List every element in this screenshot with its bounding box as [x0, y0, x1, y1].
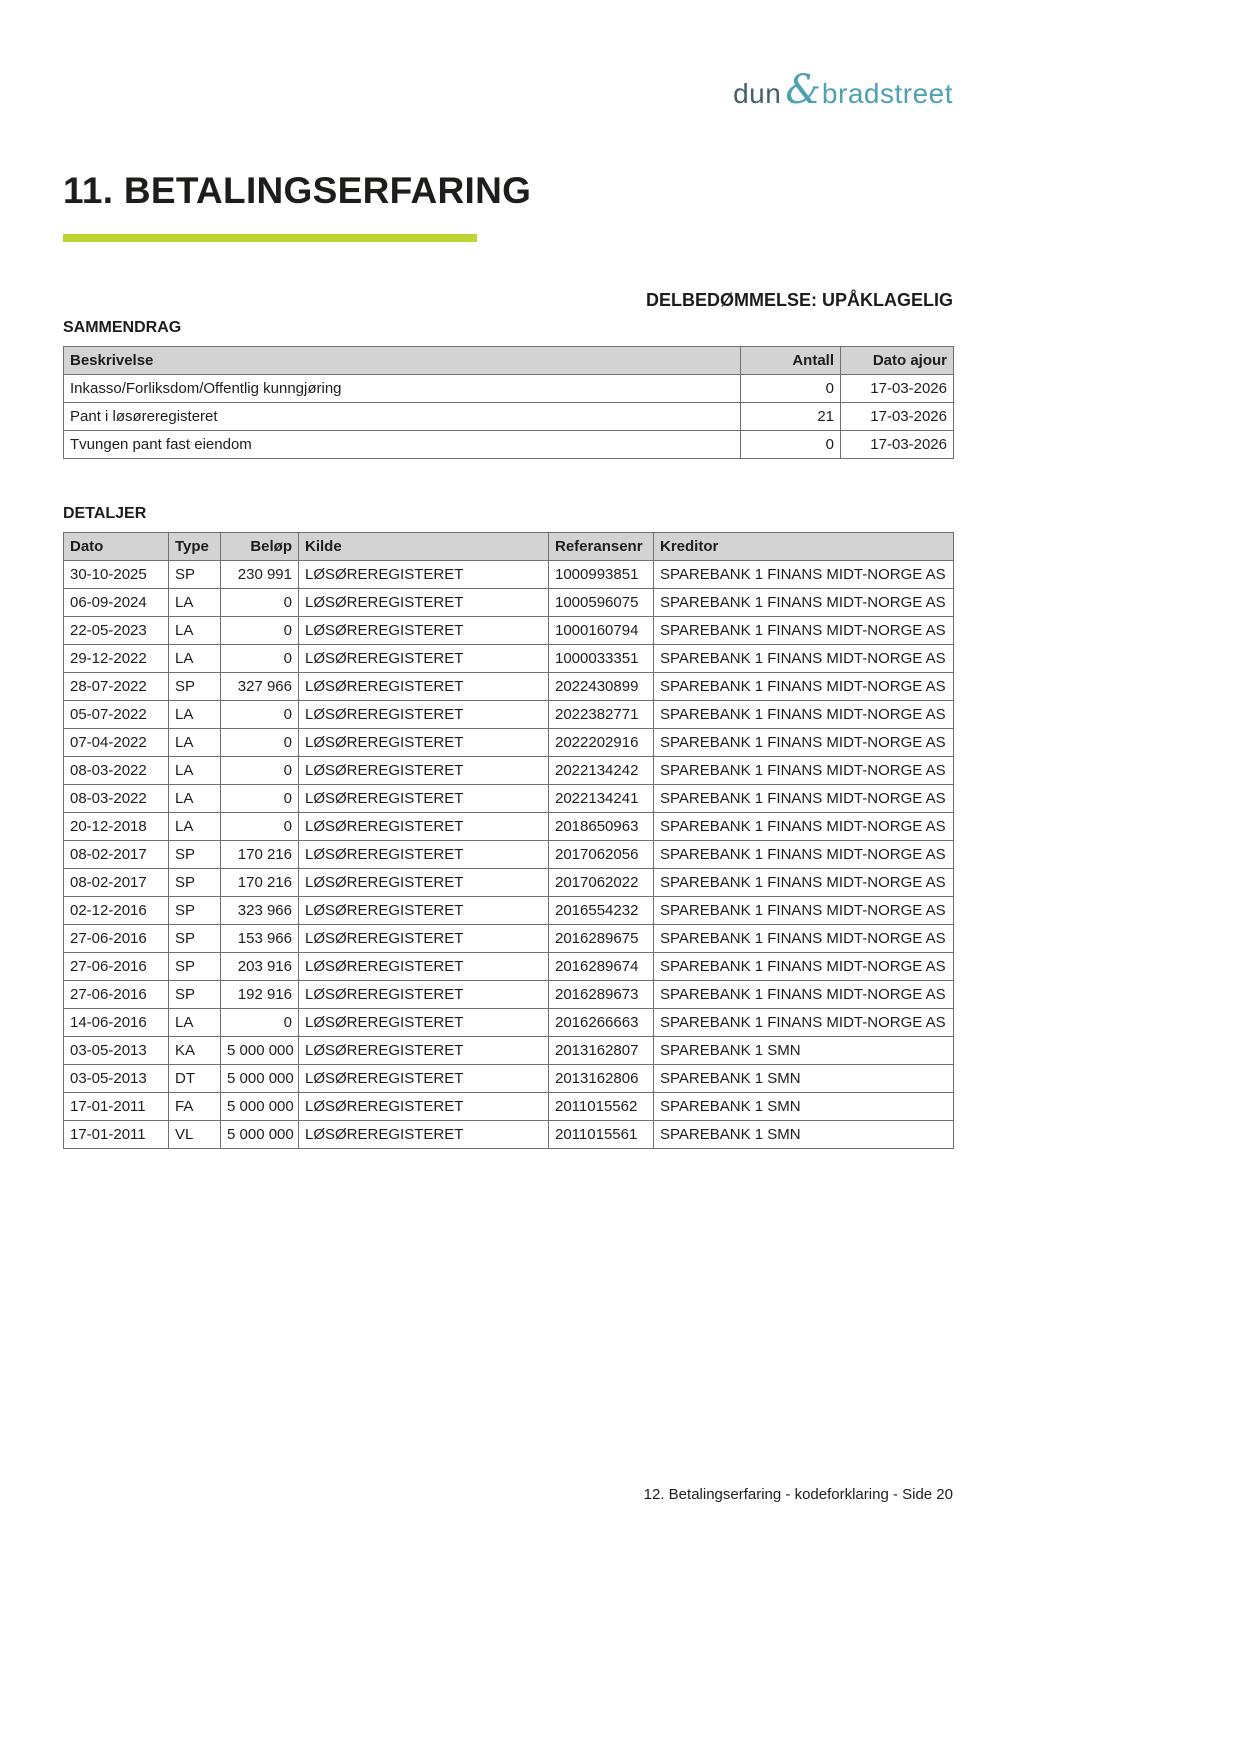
table-cell: 5 000 000: [221, 1037, 299, 1065]
table-row: [64, 561, 954, 589]
table-cell: 323 966: [221, 897, 299, 925]
table-cell: 170 216: [221, 869, 299, 897]
table-cell: LØSØREREGISTERET: [299, 925, 549, 953]
table-cell: SP: [169, 897, 221, 925]
table-row: [64, 925, 954, 953]
table-cell: 21: [741, 403, 841, 431]
table-row: [64, 869, 954, 897]
table-cell: LA: [169, 729, 221, 757]
table-cell: 05-07-2022: [64, 701, 169, 729]
table-cell: LØSØREREGISTERET: [299, 701, 549, 729]
table-cell: 29-12-2022: [64, 645, 169, 673]
table-cell: LØSØREREGISTERET: [299, 757, 549, 785]
table-row: [64, 757, 954, 785]
table-row: [64, 1093, 954, 1121]
table-cell: Tvungen pant fast eiendom: [64, 431, 741, 459]
table-cell: LA: [169, 785, 221, 813]
dnb-logo: [63, 67, 953, 113]
table-cell: 06-09-2024: [64, 589, 169, 617]
details-col-kilde: Kilde: [299, 533, 549, 561]
table-cell: SPAREBANK 1 FINANS MIDT-NORGE AS: [654, 897, 954, 925]
table-cell: 2016266663: [549, 1009, 654, 1037]
table-cell: 5 000 000: [221, 1093, 299, 1121]
table-cell: LØSØREREGISTERET: [299, 673, 549, 701]
table-cell: SPAREBANK 1 SMN: [654, 1093, 954, 1121]
details-header-row: [64, 533, 954, 561]
table-row: [64, 375, 954, 403]
summary-heading: SAMMENDRAG: [63, 319, 182, 336]
table-cell: SPAREBANK 1 FINANS MIDT-NORGE AS: [654, 617, 954, 645]
table-cell: 2016554232: [549, 897, 654, 925]
table-cell: SPAREBANK 1 FINANS MIDT-NORGE AS: [654, 841, 954, 869]
table-cell: 0: [221, 645, 299, 673]
table-cell: 2022430899: [549, 673, 654, 701]
table-cell: 0: [221, 589, 299, 617]
summary-header-row: [64, 347, 954, 375]
table-cell: 2022134241: [549, 785, 654, 813]
table-cell: SPAREBANK 1 FINANS MIDT-NORGE AS: [654, 813, 954, 841]
summary-col-dato-ajour: Dato ajour: [841, 347, 954, 375]
table-cell: 327 966: [221, 673, 299, 701]
table-cell: LØSØREREGISTERET: [299, 1121, 549, 1149]
table-cell: LA: [169, 1009, 221, 1037]
table-cell: LØSØREREGISTERET: [299, 897, 549, 925]
table-cell: LA: [169, 589, 221, 617]
table-row: [64, 403, 954, 431]
table-cell: 1000596075: [549, 589, 654, 617]
table-cell: SP: [169, 953, 221, 981]
table-cell: SP: [169, 673, 221, 701]
table-cell: 0: [221, 729, 299, 757]
table-cell: 20-12-2018: [64, 813, 169, 841]
table-cell: SP: [169, 841, 221, 869]
table-cell: SPAREBANK 1 FINANS MIDT-NORGE AS: [654, 785, 954, 813]
table-cell: 230 991: [221, 561, 299, 589]
table-row: [64, 729, 954, 757]
details-col-referansenr: Referansenr: [549, 533, 654, 561]
table-cell: 2016289675: [549, 925, 654, 953]
table-row: [64, 589, 954, 617]
table-cell: VL: [169, 1121, 221, 1149]
table-cell: LØSØREREGISTERET: [299, 953, 549, 981]
table-cell: 2016289673: [549, 981, 654, 1009]
table-cell: Pant i løsøreregisteret: [64, 403, 741, 431]
table-cell: LA: [169, 701, 221, 729]
details-heading: DETALJER: [63, 505, 147, 522]
table-cell: 17-01-2011: [64, 1121, 169, 1149]
table-cell: 0: [741, 431, 841, 459]
table-cell: 2011015562: [549, 1093, 654, 1121]
table-cell: SPAREBANK 1 FINANS MIDT-NORGE AS: [654, 729, 954, 757]
table-cell: SPAREBANK 1 FINANS MIDT-NORGE AS: [654, 953, 954, 981]
table-cell: 08-02-2017: [64, 869, 169, 897]
details-col-belop: Beløp: [221, 533, 299, 561]
assessment-text: DELBEDØMMELSE: UPÅKLAGELIG: [645, 290, 953, 310]
table-cell: 2022202916: [549, 729, 654, 757]
table-cell: LØSØREREGISTERET: [299, 645, 549, 673]
table-cell: 192 916: [221, 981, 299, 1009]
table-cell: SPAREBANK 1 FINANS MIDT-NORGE AS: [654, 869, 954, 897]
table-cell: LØSØREREGISTERET: [299, 785, 549, 813]
table-cell: SPAREBANK 1 SMN: [654, 1121, 954, 1149]
table-cell: 07-04-2022: [64, 729, 169, 757]
table-cell: 27-06-2016: [64, 925, 169, 953]
table-cell: SPAREBANK 1 FINANS MIDT-NORGE AS: [654, 925, 954, 953]
table-cell: 08-03-2022: [64, 757, 169, 785]
table-cell: 17-03-2026: [841, 431, 954, 459]
table-cell: 2011015561: [549, 1121, 654, 1149]
table-cell: 0: [741, 375, 841, 403]
table-row: [64, 701, 954, 729]
summary-col-beskrivelse: Beskrivelse: [64, 347, 741, 375]
table-row: [64, 1009, 954, 1037]
details-table: [63, 532, 954, 1149]
details-table-body: [64, 561, 954, 1149]
table-cell: LØSØREREGISTERET: [299, 869, 549, 897]
page-content: [63, 0, 953, 1149]
table-cell: SPAREBANK 1 FINANS MIDT-NORGE AS: [654, 981, 954, 1009]
table-cell: 28-07-2022: [64, 673, 169, 701]
title-accent-bar: [63, 234, 477, 242]
page-title: 11. BETALINGSERFARING: [63, 170, 532, 211]
table-row: [64, 953, 954, 981]
table-row: [64, 645, 954, 673]
logo-bradstreet-text: bradstreet: [821, 78, 953, 109]
table-row: [64, 617, 954, 645]
table-cell: LA: [169, 813, 221, 841]
table-cell: SPAREBANK 1 FINANS MIDT-NORGE AS: [654, 757, 954, 785]
table-cell: 0: [221, 617, 299, 645]
logo-dun-text: dun: [733, 78, 782, 109]
table-cell: 17-03-2026: [841, 375, 954, 403]
table-cell: 2017062056: [549, 841, 654, 869]
table-cell: 27-06-2016: [64, 953, 169, 981]
table-cell: 27-06-2016: [64, 981, 169, 1009]
table-cell: SPAREBANK 1 FINANS MIDT-NORGE AS: [654, 673, 954, 701]
table-row: [64, 673, 954, 701]
table-cell: DT: [169, 1065, 221, 1093]
table-cell: SPAREBANK 1 FINANS MIDT-NORGE AS: [654, 589, 954, 617]
table-row: [64, 431, 954, 459]
table-cell: 0: [221, 813, 299, 841]
table-cell: SPAREBANK 1 SMN: [654, 1065, 954, 1093]
table-cell: SPAREBANK 1 FINANS MIDT-NORGE AS: [654, 561, 954, 589]
table-cell: 08-03-2022: [64, 785, 169, 813]
table-cell: 0: [221, 701, 299, 729]
summary-table-body: [64, 375, 954, 459]
table-cell: 22-05-2023: [64, 617, 169, 645]
table-cell: 153 966: [221, 925, 299, 953]
summary-col-antall: Antall: [741, 347, 841, 375]
table-cell: 203 916: [221, 953, 299, 981]
table-cell: 17-01-2011: [64, 1093, 169, 1121]
table-cell: 03-05-2013: [64, 1037, 169, 1065]
table-cell: LØSØREREGISTERET: [299, 561, 549, 589]
table-row: [64, 1065, 954, 1093]
page-footer: 12. Betalingserfaring - kodeforklaring - Side 20: [643, 1486, 953, 1503]
table-cell: KA: [169, 1037, 221, 1065]
table-cell: 5 000 000: [221, 1065, 299, 1093]
table-cell: 1000160794: [549, 617, 654, 645]
table-cell: SPAREBANK 1 SMN: [654, 1037, 954, 1065]
table-cell: Inkasso/Forliksdom/Offentlig kunngjøring: [64, 375, 741, 403]
table-cell: LØSØREREGISTERET: [299, 1093, 549, 1121]
table-cell: 0: [221, 757, 299, 785]
table-cell: LA: [169, 645, 221, 673]
table-cell: LØSØREREGISTERET: [299, 813, 549, 841]
table-cell: LØSØREREGISTERET: [299, 1065, 549, 1093]
table-cell: LØSØREREGISTERET: [299, 1037, 549, 1065]
table-cell: LØSØREREGISTERET: [299, 617, 549, 645]
table-cell: LØSØREREGISTERET: [299, 1009, 549, 1037]
table-row: [64, 897, 954, 925]
table-cell: LA: [169, 617, 221, 645]
summary-table: [63, 346, 954, 459]
details-col-type: Type: [169, 533, 221, 561]
table-cell: 2018650963: [549, 813, 654, 841]
table-cell: SPAREBANK 1 FINANS MIDT-NORGE AS: [654, 645, 954, 673]
table-cell: 2017062022: [549, 869, 654, 897]
table-cell: 1000993851: [549, 561, 654, 589]
table-cell: 0: [221, 785, 299, 813]
table-cell: LØSØREREGISTERET: [299, 981, 549, 1009]
table-cell: LØSØREREGISTERET: [299, 589, 549, 617]
table-cell: 30-10-2025: [64, 561, 169, 589]
table-cell: 5 000 000: [221, 1121, 299, 1149]
table-cell: LØSØREREGISTERET: [299, 841, 549, 869]
table-cell: SP: [169, 869, 221, 897]
table-cell: 1000033351: [549, 645, 654, 673]
table-cell: 0: [221, 1009, 299, 1037]
table-cell: 02-12-2016: [64, 897, 169, 925]
table-cell: SP: [169, 981, 221, 1009]
table-row: [64, 981, 954, 1009]
table-cell: 08-02-2017: [64, 841, 169, 869]
table-cell: 17-03-2026: [841, 403, 954, 431]
table-cell: SPAREBANK 1 FINANS MIDT-NORGE AS: [654, 701, 954, 729]
table-row: [64, 1121, 954, 1149]
table-cell: FA: [169, 1093, 221, 1121]
details-col-kreditor: Kreditor: [654, 533, 954, 561]
table-cell: LØSØREREGISTERET: [299, 729, 549, 757]
table-cell: LA: [169, 757, 221, 785]
table-cell: 2022382771: [549, 701, 654, 729]
table-cell: SP: [169, 561, 221, 589]
table-row: [64, 841, 954, 869]
table-row: [64, 1037, 954, 1065]
table-cell: 2016289674: [549, 953, 654, 981]
logo-ampersand-icon: &: [785, 67, 821, 113]
table-cell: 2013162806: [549, 1065, 654, 1093]
table-cell: 170 216: [221, 841, 299, 869]
table-row: [64, 813, 954, 841]
table-cell: 03-05-2013: [64, 1065, 169, 1093]
details-col-dato: Dato: [64, 533, 169, 561]
table-cell: SPAREBANK 1 FINANS MIDT-NORGE AS: [654, 1009, 954, 1037]
table-cell: 2013162807: [549, 1037, 654, 1065]
table-row: [64, 785, 954, 813]
table-cell: 14-06-2016: [64, 1009, 169, 1037]
table-cell: 2022134242: [549, 757, 654, 785]
table-cell: SP: [169, 925, 221, 953]
